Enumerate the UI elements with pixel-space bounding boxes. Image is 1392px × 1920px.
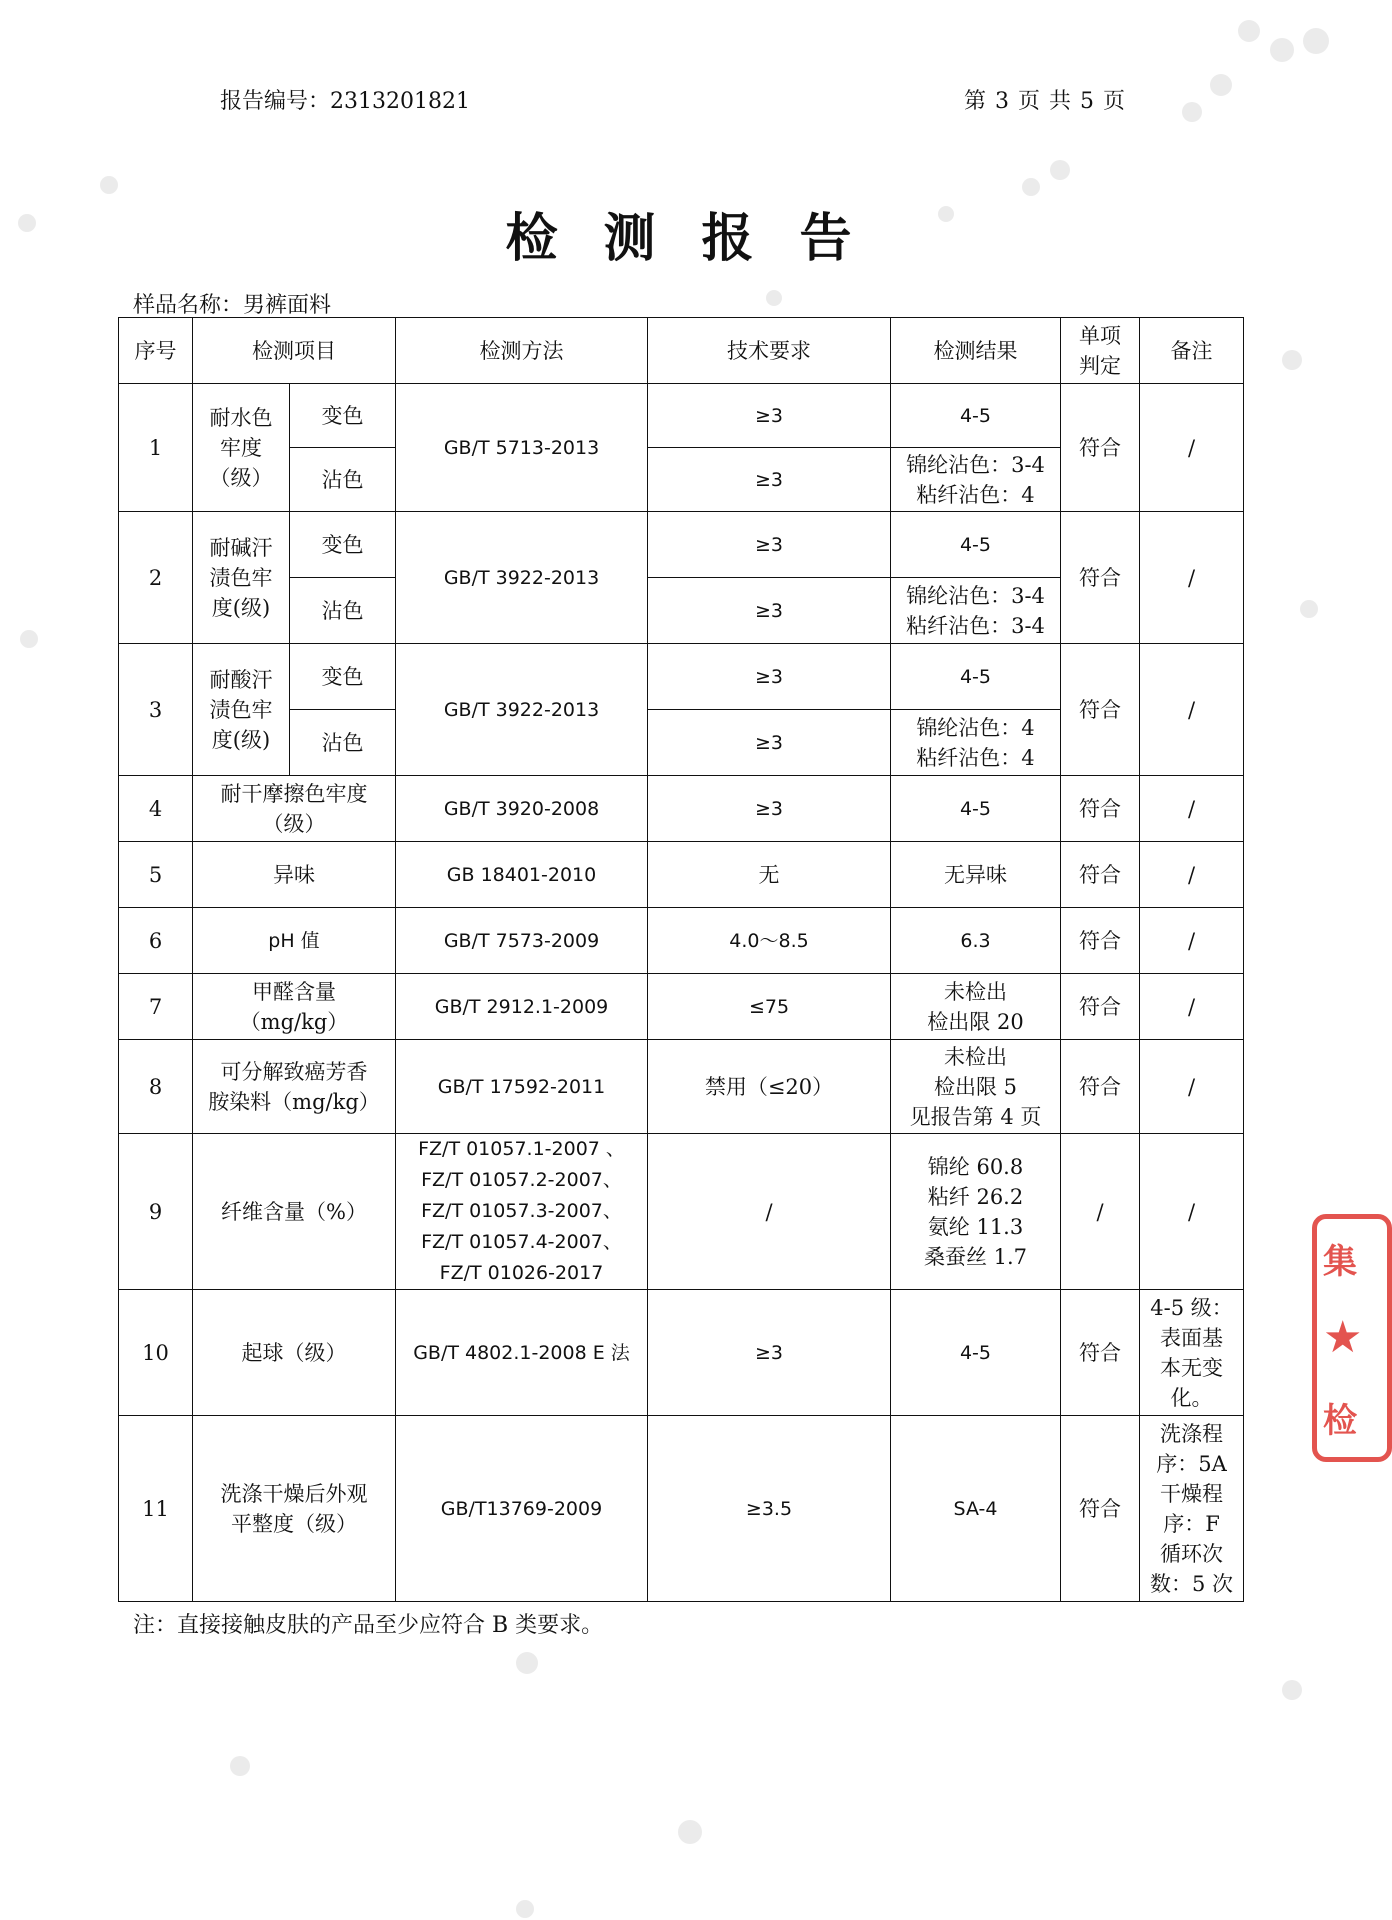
row-no: 7 [119, 974, 193, 1040]
table-row [119, 842, 1244, 908]
row-result: 锦纶沾色：3-4 粘纤沾色：4 [891, 448, 1061, 512]
row-item: 耐酸汗 渍色牢 度(级) [193, 644, 290, 776]
row-judgement: 符合 [1061, 1290, 1140, 1416]
row-judgement: 符合 [1061, 1416, 1140, 1602]
row-result: 锦纶 60.8 粘纤 26.2 氨纶 11.3 桑蚕丝 1.7 [891, 1134, 1061, 1290]
background-dot [1282, 1680, 1302, 1700]
row-item: 纤维含量（%） [193, 1134, 396, 1290]
col-header-requirement: 技术要求 [648, 318, 891, 384]
row-requirement: ≥3 [648, 1290, 891, 1416]
row-no: 8 [119, 1040, 193, 1134]
sample-name: 样品名称：男裤面料 [133, 293, 332, 318]
background-dot [678, 1820, 702, 1844]
stamp-text: 集 [1323, 1241, 1357, 1282]
row-item: 甲醛含量 （mg/kg） [193, 974, 396, 1040]
row-item: 可分解致癌芳香 胺染料（mg/kg） [193, 1040, 396, 1134]
row-result: 未检出 检出限 5 见报告第 4 页 [891, 1040, 1061, 1134]
row-method: GB/T13769-2009 [396, 1416, 648, 1602]
table-row [119, 1134, 1244, 1290]
row-method: GB/T 17592-2011 [396, 1040, 648, 1134]
table-row [119, 1416, 1244, 1602]
row-item: 起球（级） [193, 1290, 396, 1416]
row-remark: / [1140, 384, 1244, 512]
table-row [119, 1040, 1244, 1134]
row-no: 9 [119, 1134, 193, 1290]
row-requirement: ≥3 [648, 776, 891, 842]
table-row [119, 1290, 1244, 1416]
row-result: 6.3 [891, 908, 1061, 974]
row-remark: / [1140, 842, 1244, 908]
background-dot [766, 290, 782, 306]
row-method: GB/T 3922-2013 [396, 512, 648, 644]
row-requirement: 禁用（≤20） [648, 1040, 891, 1134]
row-judgement: 符合 [1061, 974, 1140, 1040]
row-judgement: 符合 [1061, 644, 1140, 776]
background-dot [1300, 600, 1318, 618]
row-no: 2 [119, 512, 193, 644]
star-icon: ★ [1323, 1312, 1363, 1364]
row-judgement: 符合 [1061, 842, 1140, 908]
row-no: 4 [119, 776, 193, 842]
row-judgement: 符合 [1061, 1040, 1140, 1134]
row-method: FZ/T 01057.1-2007 、 FZ/T 01057.2-2007、 FZ/T 01057.3-2007、 FZ/T 01057.4-2007、 FZ/T 01026-2017 [396, 1134, 648, 1290]
row-requirement: ≥3 [648, 644, 891, 710]
test-results-table [118, 317, 1244, 1602]
table-header-row [119, 318, 1244, 384]
sub-item: 沾色 [290, 448, 396, 512]
row-item: 耐水色 牢度 （级） [193, 384, 290, 512]
col-header-method: 检测方法 [396, 318, 648, 384]
row-remark: 洗涤程 序：5A 干燥程 序：F 循环次 数：5 次 [1140, 1416, 1244, 1602]
sub-item: 沾色 [290, 578, 396, 644]
background-dot [1303, 28, 1329, 54]
row-item: 洗涤干燥后外观 平整度（级） [193, 1416, 396, 1602]
row-remark: / [1140, 908, 1244, 974]
row-method: GB/T 3920-2008 [396, 776, 648, 842]
row-result: 锦纶沾色：3-4 粘纤沾色：3-4 [891, 578, 1061, 644]
table-row [119, 974, 1244, 1040]
row-method: GB/T 4802.1-2008 E 法 [396, 1290, 648, 1416]
row-requirement: ≤75 [648, 974, 891, 1040]
row-remark: / [1140, 1040, 1244, 1134]
row-method: GB/T 2912.1-2009 [396, 974, 648, 1040]
col-header-judgement: 单项 判定 [1061, 318, 1140, 384]
row-requirement: ≥3.5 [648, 1416, 891, 1602]
row-result: 无异味 [891, 842, 1061, 908]
row-remark: / [1140, 512, 1244, 644]
row-method: GB/T 5713-2013 [396, 384, 648, 512]
row-no: 11 [119, 1416, 193, 1602]
sub-item: 变色 [290, 644, 396, 710]
background-dot [1022, 178, 1040, 196]
row-no: 5 [119, 842, 193, 908]
row-result: 4-5 [891, 512, 1061, 578]
col-header-remark: 备注 [1140, 318, 1244, 384]
background-dot [1282, 350, 1302, 370]
row-requirement: ≥3 [648, 384, 891, 448]
row-method: GB/T 7573-2009 [396, 908, 648, 974]
background-dot [1050, 160, 1070, 180]
row-result: 4-5 [891, 384, 1061, 448]
row-result: SA-4 [891, 1416, 1061, 1602]
table-row [119, 908, 1244, 974]
col-header-no: 序号 [119, 318, 193, 384]
footnote: 注：直接接触皮肤的产品至少应符合 B 类要求。 [133, 1613, 604, 1638]
row-no: 1 [119, 384, 193, 512]
background-dot [516, 1652, 538, 1674]
background-dot [100, 176, 118, 194]
row-judgement: 符合 [1061, 776, 1140, 842]
table-row [119, 644, 1244, 710]
row-remark: / [1140, 974, 1244, 1040]
sub-item: 变色 [290, 384, 396, 448]
row-method: GB/T 3922-2013 [396, 644, 648, 776]
row-requirement: ≥3 [648, 448, 891, 512]
row-item: 耐碱汗 渍色牢 度(级) [193, 512, 290, 644]
row-no: 3 [119, 644, 193, 776]
background-dot [230, 1756, 250, 1776]
background-dot [20, 630, 38, 648]
row-result: 未检出 检出限 20 [891, 974, 1061, 1040]
table-row [119, 384, 1244, 448]
background-dot [1238, 20, 1260, 42]
page-indicator: 第 3 页 共 5 页 [964, 89, 1126, 114]
background-dot [1182, 102, 1202, 122]
row-requirement: ≥3 [648, 512, 891, 578]
row-judgement: / [1061, 1134, 1140, 1290]
row-result: 4-5 [891, 644, 1061, 710]
row-remark: / [1140, 644, 1244, 776]
col-header-item: 检测项目 [193, 318, 396, 384]
inspection-stamp [1312, 1214, 1392, 1462]
table-row [119, 512, 1244, 578]
row-requirement: ≥3 [648, 578, 891, 644]
row-remark: / [1140, 776, 1244, 842]
row-remark: / [1140, 1134, 1244, 1290]
row-no: 10 [119, 1290, 193, 1416]
row-remark: 4-5 级： 表面基 本无变 化。 [1140, 1290, 1244, 1416]
background-dot [1210, 74, 1232, 96]
sub-item: 沾色 [290, 710, 396, 776]
sub-item: 变色 [290, 512, 396, 578]
row-requirement: 无 [648, 842, 891, 908]
row-result: 锦纶沾色：4 粘纤沾色：4 [891, 710, 1061, 776]
row-judgement: 符合 [1061, 384, 1140, 512]
row-item: 耐干摩擦色牢度 （级） [193, 776, 396, 842]
background-dot [1270, 38, 1294, 62]
row-no: 6 [119, 908, 193, 974]
stamp-text: 检 [1323, 1401, 1357, 1442]
report-number: 报告编号：2313201821 [220, 89, 470, 114]
row-method: GB 18401-2010 [396, 842, 648, 908]
row-result: 4-5 [891, 776, 1061, 842]
row-item: 异味 [193, 842, 396, 908]
row-judgement: 符合 [1061, 908, 1140, 974]
row-requirement: / [648, 1134, 891, 1290]
background-dot [516, 1900, 534, 1918]
row-requirement: ≥3 [648, 710, 891, 776]
row-judgement: 符合 [1061, 512, 1140, 644]
row-result: 4-5 [891, 1290, 1061, 1416]
row-requirement: 4.0～8.5 [648, 908, 891, 974]
col-header-result: 检测结果 [891, 318, 1061, 384]
table-row [119, 776, 1244, 842]
row-item: pH 值 [193, 908, 396, 974]
report-title: 检测报告 [505, 208, 898, 269]
